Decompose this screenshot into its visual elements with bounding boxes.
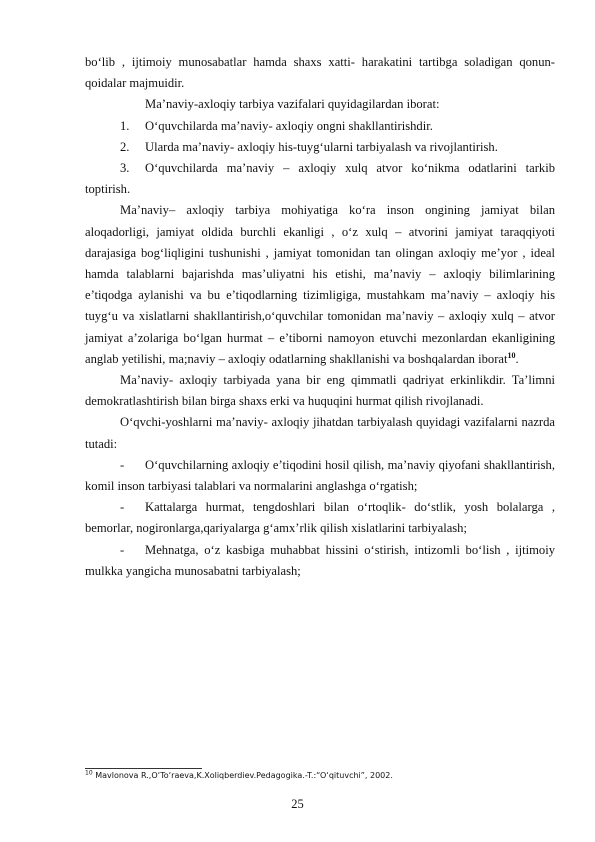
dash-item-1: - O‘quvchilarning axloqiy e’tiqodini hosil qilish, ma’naviy qiyofani shakllantirish, komil inson tarbiyasi talablari va normalarini anglashga o‘rgatish;	[85, 457, 555, 494]
footnote-ref: 10	[507, 350, 516, 360]
numbered-item-3: 3. O‘quvchilarda ma’naviy – axloqiy xulq atvor ko‘nikma odatlarini tarkib toptirish.	[85, 161, 555, 197]
footnote-divider	[85, 768, 202, 769]
dash-item-3: - Mehnatga, o‘z kasbiga muhabbat hissini o‘stirish, intizomli bo‘lish , ijtimoiy mulkka yangicha munosabatni tarbiyalash;	[85, 542, 555, 578]
main-paragraph: Ma’naviy– axloqiy tarbiya mohiyatiga ko‘ra inson ongining jamiyat bilan aloqadorligi, jamiyat oldida burchli ekanligi , o‘z xulq – atvorini jamiyat taraqqiyoti darajasiga bog‘liqligini tushunishi , jamiyat tomonidan tan olingan axloqiy me’yor , ideal hamda talablarni bajarishda mas’uliyatni his etishi, ma’naviy – axloqiy bilimlarining e’tiqodga aylanishi va bu e’tiqodlarning tizimligiga, mustahkam ma’naviy – axloqiy his tuyg‘u va xislatlarni shakllantirish,o‘quvchilar tomonidan ma’naviy – axloqiy xulq – atvor jamiyat a’zolariga bo‘lgan hurmat – e’tiborni namoyon etuvchi mezonlardan ekanligining anglab yetilishi, ma;naviy – axloqiy odatlarning shakllanishi va boshqalardan iborat$^{10}$.	[85, 203, 555, 366]
freedom-paragraph: Ma’naviy- axloqiy tarbiyada yana bir eng qimmatli qadriyat erkinlikdir. Ta’limni demokratlashtirish bilan birga shaxs erki va huquqini hurmat qilish rivojlanadi.	[85, 373, 555, 409]
youth-paragraph: O‘qvchi-yoshlarni ma’naviy- axloqiy jihatdan tarbiyalash quyidagi vazifalarni nazrda tutadi:	[85, 415, 555, 451]
dash-item-2: - Kattalarga hurmat, tengdoshlari bilan o‘rtoqlik- do‘stlik, yosh bolalarga , bemorlar, nogironlarga,qariyalarga g‘amxʼrlik qilish xislatlarini tarbiyalash;	[85, 500, 555, 536]
intro-paragraph: bo‘lib , ijtimoiy munosabatlar hamda shaxs xatti- harakatini tartibga soladigan qonun- qoidalar majmuidir.	[85, 55, 555, 91]
body-text	[85, 52, 555, 582]
page-number: 25	[291, 797, 304, 811]
footnote: $^{10}$ Mavlonova R.,O‘To‘raeva,K.Xoliqberdiev.Pedagogika.-T.:“O‘qituvchi”, 2002.	[85, 769, 393, 780]
numbered-item-1: 1. O‘quvchilarda ma’naviy- axloqiy ongni shakllantirishdir.	[120, 118, 433, 133]
numbered-item-2: 2. Ularda ma’naviy- axloqiy his-tuyg‘ularni tarbiyalash va rivojlantirish.	[120, 139, 498, 154]
tasks-heading: Ma’naviy-axloqiy tarbiya vazifalari quyidagilardan iborat:	[145, 97, 440, 112]
